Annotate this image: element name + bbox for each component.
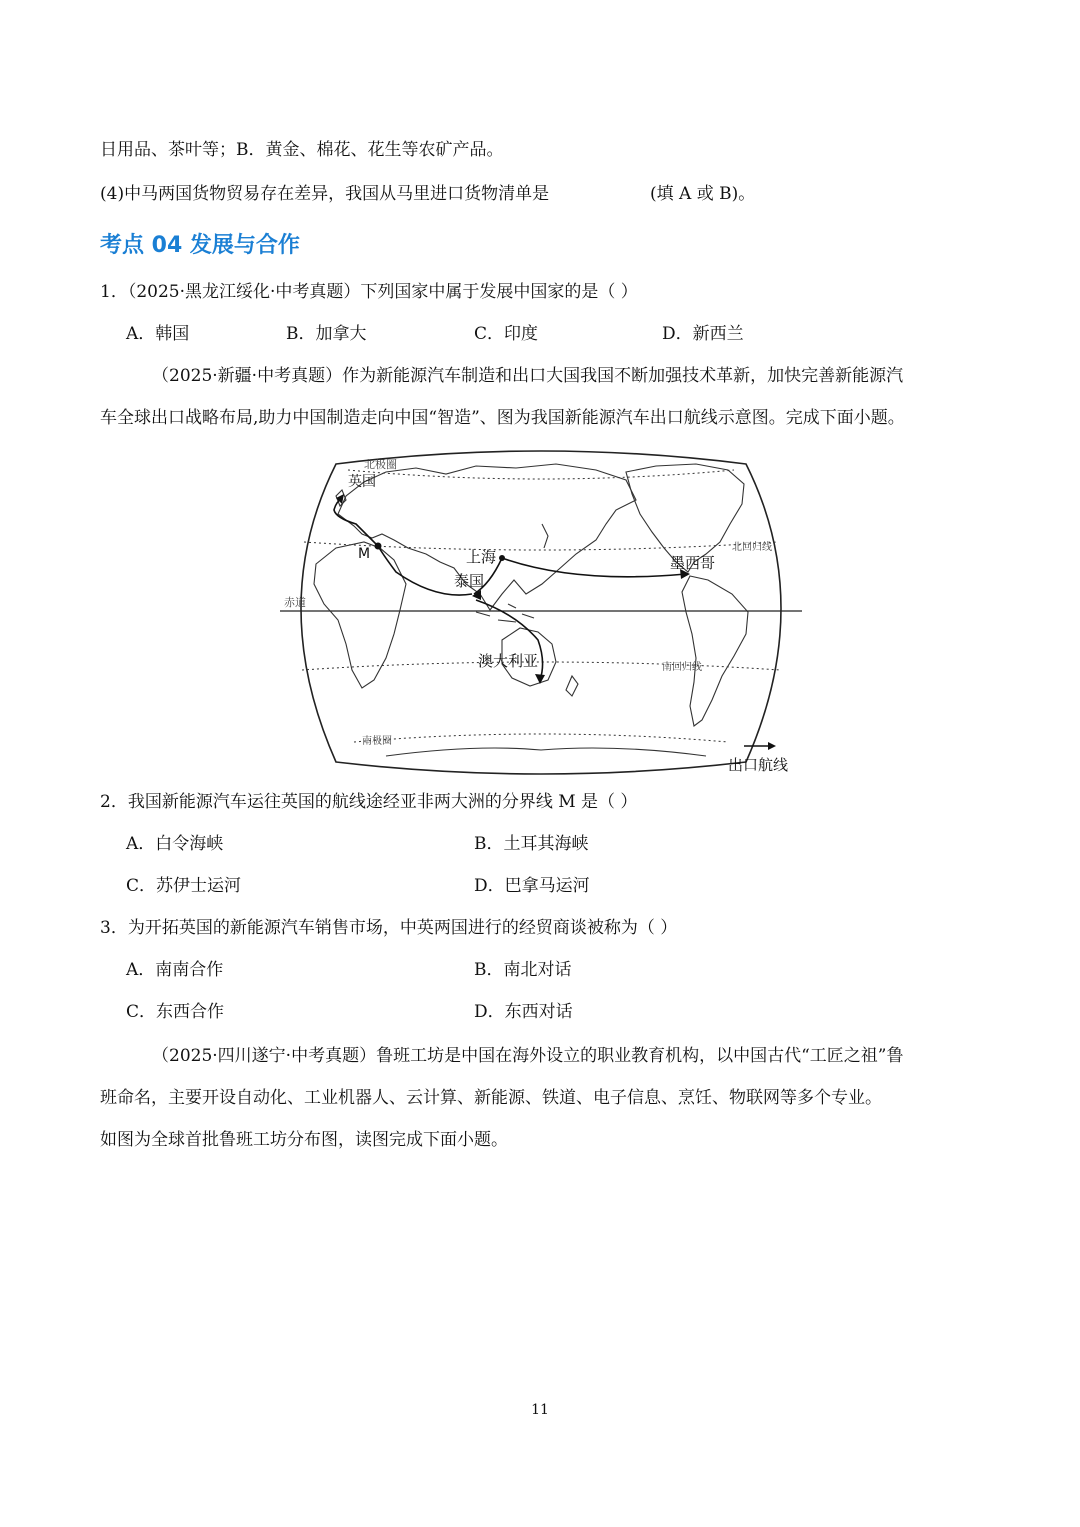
map-outline: [301, 451, 781, 774]
route-shanghai-uk: [334, 498, 472, 595]
q2-option-b: B．土耳其海峡: [474, 834, 589, 854]
question-4-tail: (填 A 或 B)。: [650, 184, 756, 204]
section-title: 考点 04 发展与合作: [100, 233, 300, 258]
label-uk: 英国: [348, 474, 376, 490]
q3-option-b: B．南北对话: [474, 960, 572, 980]
answer-option-line: 日用品、茶叶等；B．黄金、棉花、花生等农矿产品。: [100, 140, 504, 160]
south-america-outline: [682, 576, 748, 726]
q1-option-d: D．新西兰: [662, 324, 744, 344]
q1-option-b: B．加拿大: [286, 324, 367, 344]
new-zealand-outline: [566, 676, 578, 696]
label-australia: 澳大利亚: [478, 652, 539, 670]
question-4-text: (4)中马两国货物贸易存在差异，我国从马里进口货物清单是: [100, 184, 550, 204]
point-shanghai: [499, 555, 505, 561]
eurasia-outline: [338, 464, 636, 610]
africa-outline: [314, 542, 406, 688]
label-mexico: 墨西哥: [670, 554, 716, 572]
japan-outline: [542, 524, 548, 548]
passage-1-line-2: 车全球出口战略布局,助力中国制造走向中国“智造”、图为我国新能源汽车出口航线示意图。完成下面小题。: [100, 408, 905, 428]
q3-option-d: D．东西对话: [474, 1002, 573, 1022]
q2-option-c: C．苏伊士运河: [126, 876, 242, 896]
label-m: M: [358, 546, 371, 562]
label-antarctic: 南极圈: [362, 736, 392, 747]
label-tropic-n: 北回归线: [732, 542, 772, 553]
q2-option-d: D．巴拿马运河: [474, 876, 590, 896]
arrow-australia: [535, 674, 545, 684]
point-m: [375, 543, 382, 550]
q3-option-c: C．东西合作: [126, 1002, 225, 1022]
question-2-stem: 2．我国新能源汽车运往英国的航线途经亚非两大洲的分界线 M 是（ ）: [100, 792, 638, 812]
legend-label: 出口航线: [728, 756, 789, 774]
world-map-svg: [276, 444, 806, 779]
antarctic-circle-line: [354, 734, 728, 742]
passage-1-line-1: （2025·新疆·中考真题）作为新能源汽车制造和出口大国我国不断加强技术革新，加快完善新能源汽: [152, 366, 904, 386]
route-shanghai-mexico: [502, 558, 686, 577]
arctic-circle-line: [348, 470, 734, 479]
tropic-south-line: [302, 662, 780, 670]
question-1-stem: 1．（2025·黑龙江绥化·中考真题）下列国家中属于发展中国家的是（ ）: [100, 282, 638, 302]
label-shanghai: 上海: [466, 548, 497, 566]
passage-2-line-1: （2025·四川遂宁·中考真题）鲁班工坊是中国在海外设立的职业教育机构，以中国古代“工匠之祖”鲁: [152, 1046, 904, 1066]
legend-arrow-head: [768, 742, 776, 750]
q3-option-a: A．南南合作: [126, 960, 224, 980]
continents: [314, 464, 748, 756]
label-thailand: 泰国: [454, 572, 485, 590]
page-number: 11: [531, 1402, 549, 1418]
passage-2-line-2: 班命名，主要开设自动化、工业机器人、云计算、新能源、铁道、电子信息、烹饪、物联网等多个专业。: [100, 1088, 882, 1108]
q1-option-c: C．印度: [474, 324, 539, 344]
export-route-map: [276, 444, 806, 779]
q1-option-a: A．韩国: [126, 324, 190, 344]
label-equator: 赤道: [284, 596, 306, 609]
label-tropic-s: 南回归线: [662, 662, 702, 673]
label-arctic: 北极圈: [364, 458, 397, 471]
passage-2-line-3: 如图为全球首批鲁班工坊分布图，读图完成下面小题。: [100, 1130, 508, 1150]
question-3-stem: 3．为开拓英国的新能源汽车销售市场，中英两国进行的经贸商谈被称为（ ）: [100, 918, 678, 938]
antarctica-outline: [386, 748, 706, 756]
q2-option-a: A．白令海峡: [126, 834, 224, 854]
